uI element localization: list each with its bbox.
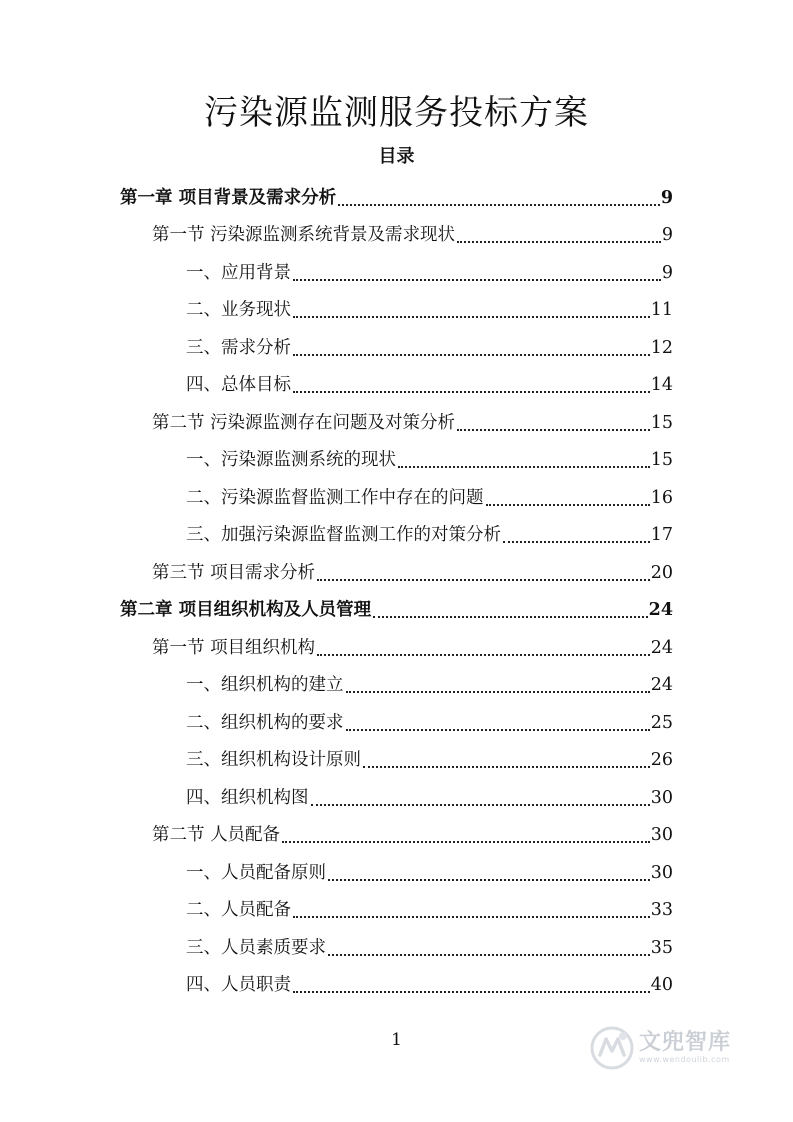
toc-chapter-entry[interactable] [120, 179, 673, 217]
toc-leader-dots [457, 241, 661, 243]
toc-entry-page: 33 [650, 900, 673, 921]
toc-subsection-entry[interactable] [186, 367, 673, 405]
toc-section-entry[interactable] [152, 629, 673, 667]
toc-entry-title: 四、总体目标 [186, 375, 291, 396]
toc-entry-title: 二、人员配备 [186, 900, 291, 921]
toc-leader-dots [503, 541, 650, 543]
toc-leader-dots [338, 204, 660, 206]
toc-subsection-entry[interactable] [186, 667, 673, 705]
toc-entry-title: 一、组织机构的建立 [186, 675, 344, 696]
toc-subsection-entry[interactable] [186, 742, 673, 780]
toc-chapter-entry[interactable] [120, 592, 673, 630]
toc-subsection-entry[interactable] [186, 479, 673, 517]
toc-leader-dots [317, 654, 650, 656]
toc-entry-title: 三、人员素质要求 [186, 937, 326, 958]
toc-entry-page: 25 [650, 712, 673, 733]
toc-entry-page: 11 [650, 300, 673, 321]
toc-entry-title: 二、组织机构的要求 [186, 712, 344, 733]
toc-subsection-entry[interactable] [186, 854, 673, 892]
toc-leader-dots [363, 766, 650, 768]
watermark-url: www.wendoulib.com [639, 1055, 730, 1064]
toc-entry-page: 15 [650, 412, 673, 433]
page-number: 1 [391, 1030, 402, 1050]
toc-section-entry[interactable] [152, 217, 673, 255]
toc-leader-dots [311, 804, 650, 806]
toc-subsection-entry[interactable] [186, 704, 673, 742]
toc-leader-dots [293, 391, 650, 393]
watermark-text [639, 1031, 731, 1065]
toc-leader-dots [457, 429, 650, 431]
watermark [589, 1020, 759, 1076]
toc-entry-title: 第三节 项目需求分析 [152, 562, 316, 583]
toc-leader-dots [346, 691, 650, 693]
toc-subsection-entry[interactable] [186, 329, 673, 367]
toc-entry-page: 30 [650, 862, 673, 883]
toc-entry-page: 26 [650, 750, 673, 771]
toc-leader-dots [346, 729, 650, 731]
table-of-contents [0, 179, 793, 1004]
toc-leader-dots [373, 616, 648, 618]
toc-leader-dots [486, 504, 650, 506]
toc-subsection-entry[interactable] [186, 292, 673, 330]
toc-entry-title: 二、业务现状 [186, 300, 291, 321]
toc-leader-dots [328, 879, 650, 881]
document-title: 污染源监测服务投标方案 [204, 93, 589, 133]
toc-entry-page: 30 [650, 787, 673, 808]
toc-leader-dots [328, 954, 650, 956]
toc-entry-page: 35 [650, 937, 673, 958]
toc-entry-page: 12 [650, 337, 673, 358]
toc-entry-page: 24 [648, 600, 673, 621]
toc-subsection-entry[interactable] [186, 967, 673, 1005]
wendou-logo-icon [589, 1025, 635, 1071]
toc-entry-title: 第二章 项目组织机构及人员管理 [120, 600, 372, 621]
toc-section-entry[interactable] [152, 404, 673, 442]
toc-subsection-entry[interactable] [186, 254, 673, 292]
toc-leader-dots [282, 841, 650, 843]
toc-entry-page: 40 [650, 975, 673, 996]
toc-subsection-entry[interactable] [186, 779, 673, 817]
toc-entry-title: 二、污染源监督监测工作中存在的问题 [186, 487, 484, 508]
toc-section-entry[interactable] [152, 817, 673, 855]
toc-entry-page: 9 [660, 187, 673, 208]
toc-entry-page: 9 [661, 262, 673, 283]
toc-heading: 目录 [378, 146, 415, 167]
toc-subsection-entry[interactable] [186, 929, 673, 967]
toc-entry-page: 24 [650, 675, 673, 696]
toc-leader-dots [293, 316, 650, 318]
toc-entry-page: 14 [650, 375, 673, 396]
toc-leader-dots [293, 354, 650, 356]
toc-entry-page: 16 [650, 487, 673, 508]
toc-leader-dots [317, 579, 650, 581]
toc-entry-page: 15 [650, 450, 673, 471]
toc-entry-page: 9 [661, 225, 673, 246]
toc-entry-title: 第一节 项目组织机构 [152, 637, 316, 658]
toc-entry-title: 第一章 项目背景及需求分析 [120, 187, 337, 208]
toc-section-entry[interactable] [152, 554, 673, 592]
toc-entry-title: 四、组织机构图 [186, 787, 309, 808]
toc-entry-page: 30 [650, 825, 673, 846]
toc-entry-page: 17 [650, 525, 673, 546]
toc-entry-page: 24 [650, 637, 673, 658]
toc-entry-title: 第二节 人员配备 [152, 825, 281, 846]
watermark-name: 文兜智库 [639, 1030, 732, 1055]
toc-entry-title: 一、污染源监测系统的现状 [186, 450, 396, 471]
toc-entry-title: 一、人员配备原则 [186, 862, 326, 883]
toc-leader-dots [293, 279, 661, 281]
toc-leader-dots [293, 916, 650, 918]
toc-entry-title: 第二节 污染源监测存在问题及对策分析 [152, 412, 456, 433]
toc-entry-title: 四、人员职责 [186, 975, 291, 996]
toc-leader-dots [398, 466, 650, 468]
toc-subsection-entry[interactable] [186, 517, 673, 555]
toc-entry-title: 三、加强污染源监督监测工作的对策分析 [186, 525, 501, 546]
toc-subsection-entry[interactable] [186, 892, 673, 930]
toc-leader-dots [293, 991, 650, 993]
toc-entry-title: 三、需求分析 [186, 337, 291, 358]
toc-entry-title: 第一节 污染源监测系统背景及需求现状 [152, 225, 456, 246]
toc-entry-page: 20 [650, 562, 673, 583]
toc-entry-title: 一、应用背景 [186, 262, 291, 283]
toc-entry-title: 三、组织机构设计原则 [186, 750, 361, 771]
toc-subsection-entry[interactable] [186, 442, 673, 480]
